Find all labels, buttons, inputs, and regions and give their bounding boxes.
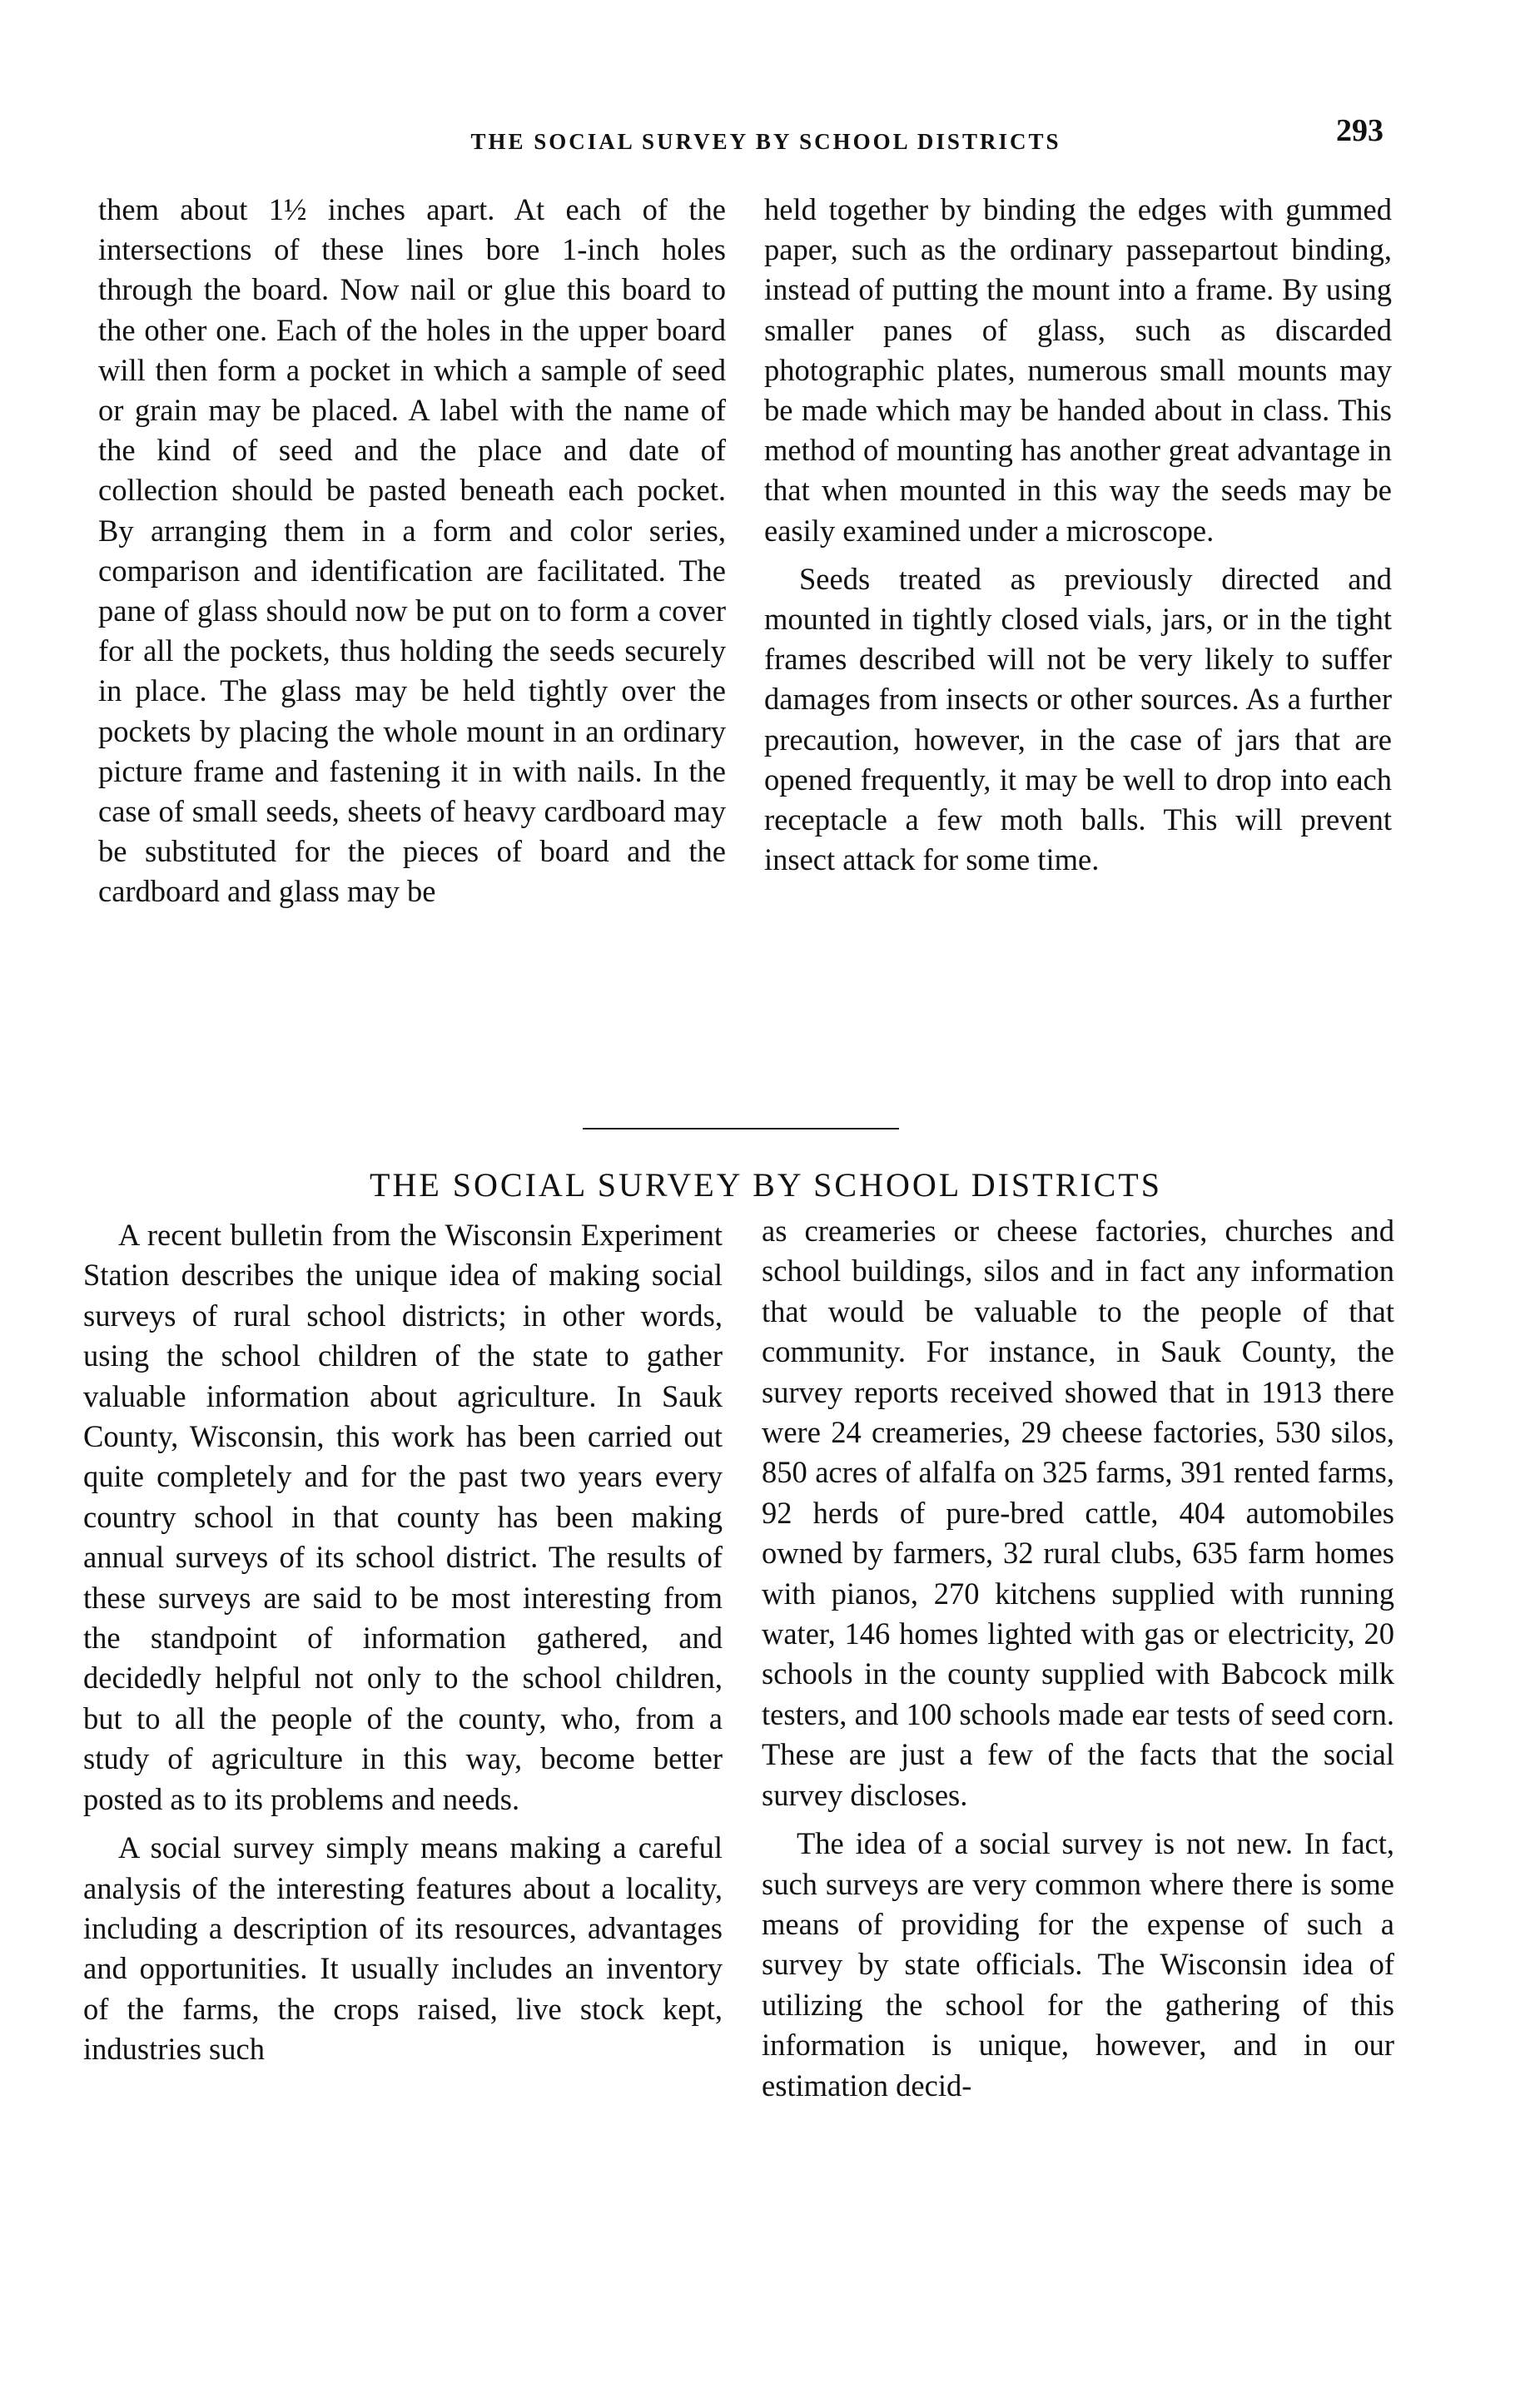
paragraph: as creameries or cheese factories, churches and school buildings, silos and in fact any information that would be valuable to the people of that community. For instance, in Sauk County, the survey reports received showed that in 1913 there were 24 creameries, 29 cheese factories, 530 silos, 850 acres of alfalfa on 325 farms, 391 rented farms, 92 herds of pure-bred cattle, 404 automobiles owned by farmers, 32 rural clubs, 635 farm homes with pianos, 270 kitchens supplied with running water, 146 homes lighted with gas or electricity, 20 schools in the county supplied with Babcock milk testers, and 100 schools made ear tests of seed corn. These are just a few of the facts that the social survey discloses.: [762, 1214, 1394, 1812]
running-head: THE SOCIAL SURVEY BY SCHOOL DISTRICTS: [470, 129, 1061, 154]
previous-article-right-column: [764, 190, 1392, 880]
paragraph: The idea of a social survey is not new. In fact, such surveys are very common where there is some means of providing for the expense of such a survey by state officials. The Wisconsin idea of utilizing the school for the gathering of this information is unique, however, and in our estimation decid-: [762, 1826, 1394, 2103]
article-left-column: [83, 1215, 723, 2070]
paragraph: A social survey simply means making a careful analysis of the interesting features about a locality, including a description of its resources, advantages and opportunities. It usually includes an inventory of the farms, the crops raised, live stock kept, industries such: [83, 1830, 723, 2067]
section-divider: [583, 1128, 899, 1130]
paragraph: held together by binding the edges with gummed paper, such as the ordinary passepartout binding, instead of putting the mount into a frame. By using smaller panes of glass, such as discarded photographic plates, numerous small mounts may be made which may be handed about in class. This method of mounting has another great advantage in that when mounted in this way the seeds may be easily examined under a microscope.: [764, 192, 1392, 548]
paragraph: Seeds treated as previously directed and mounted in tightly closed vials, jars, or in the tight frames described will not be very likely to suffer damages from insects or other sources. As a further precaution, however, in the case of jars that are opened frequently, it may be well to drop into each receptacle a few moth balls. This will prevent insect attack for some time.: [764, 561, 1392, 877]
article-title: THE SOCIAL SURVEY BY SCHOOL DISTRICTS: [370, 1166, 1162, 1204]
paragraph: A recent bulletin from the Wisconsin Experiment Station describes the unique idea of making social surveys of rural school districts; in other words, using the school children of the state to gather valuable information about agriculture. In Sauk County, Wisconsin, this work has been carried out quite completely and for the past two years every country school in that county has been making annual surveys of its school district. The results of these surveys are said to be most interesting from the standpoint of information gathered, and decidedly helpful not only to the school children, but to all the people of the county, who, from a study of agriculture in this way, become better posted as to its problems and needs.: [83, 1218, 723, 1816]
article-right-column: [762, 1211, 1394, 2106]
page-number: 293: [1336, 113, 1384, 148]
paragraph: them about 1½ inches apart. At each of the intersections of these lines bore 1-inch holes through the board. Now nail or glue this board to the other one. Each of the holes in the upper board will then form a pocket in which a sample of seed or grain may be placed. A label with the name of the kind of seed and the place and date of collection should be pasted beneath each pocket. By arranging them in a form and color series, comparison and identification are facilitated. The pane of glass should now be put on to form a cover for all the pockets, thus holding the seeds securely in place. The glass may be held tightly over the pockets by placing the whole mount in an ordinary picture frame and fastening it in with nails. In the case of small seeds, sheets of heavy cardboard may be substituted for the pieces of board and the cardboard and glass may be: [98, 192, 726, 909]
previous-article-left-column: [98, 190, 726, 912]
